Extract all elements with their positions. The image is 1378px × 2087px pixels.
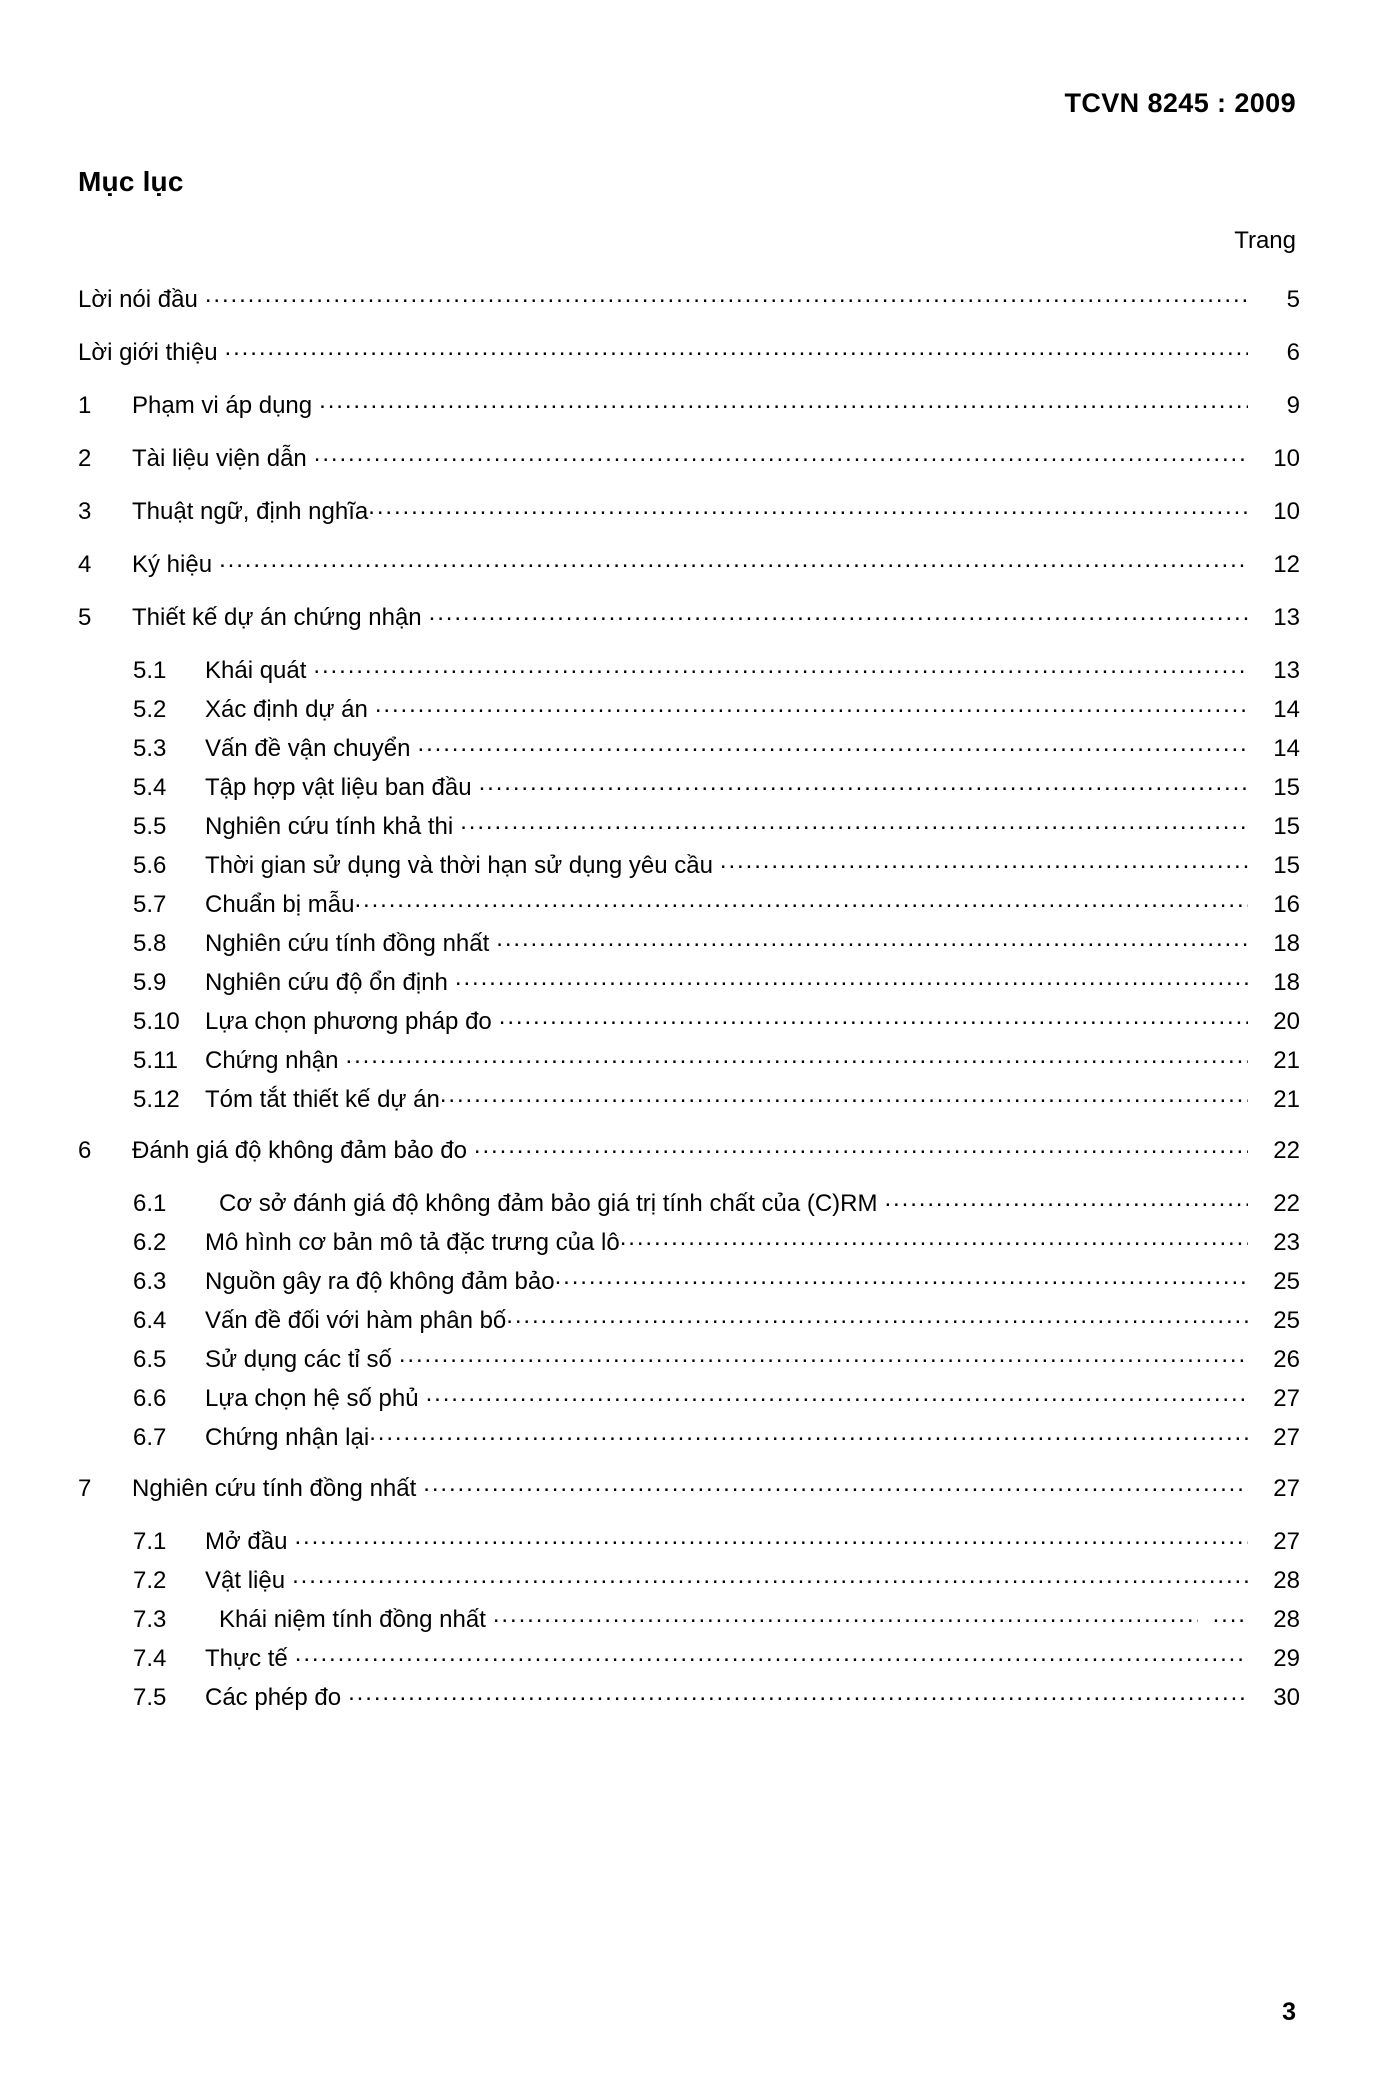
toc-entry-number: 6: [78, 1137, 92, 1164]
toc-entry-label: Vật liệu: [205, 1567, 286, 1594]
toc-dot-leader: [620, 1226, 1248, 1250]
toc-entry-number: 5.2: [133, 696, 167, 723]
toc-entry-page-number: 14: [1273, 735, 1300, 762]
toc-entry[interactable]: [78, 1681, 1300, 1710]
toc-entry-number: 6.5: [133, 1346, 167, 1373]
toc-dot-leader: [423, 1472, 1248, 1496]
toc-entry[interactable]: [78, 771, 1300, 800]
toc-entry-page-number: 18: [1273, 969, 1300, 996]
toc-dot-leader: [555, 1265, 1248, 1289]
toc-entry[interactable]: [78, 732, 1300, 761]
toc-entry-label: Lựa chọn phương pháp đo: [205, 1008, 492, 1035]
toc-entry-page-number: 21: [1273, 1047, 1300, 1074]
toc-entry-number: 5.7: [133, 891, 167, 918]
toc-entry[interactable]: [78, 283, 1300, 312]
toc-entry-label: Ký hiệu: [132, 551, 213, 578]
toc-entry-number: 7.2: [133, 1567, 167, 1594]
toc-entry[interactable]: [78, 1343, 1300, 1372]
toc-entry-number: 5.1: [133, 657, 167, 684]
toc-entry-label: Cơ sở đánh giá độ không đảm bảo giá trị tính chất của (C)RM: [219, 1190, 878, 1217]
toc-entry-label: Lựa chọn hệ số phủ: [205, 1385, 419, 1412]
toc-entry-page-number: 30: [1273, 1684, 1300, 1711]
toc-entry-page-number: 10: [1273, 445, 1300, 472]
toc-entry[interactable]: [78, 927, 1300, 956]
toc-entry-label: Phạm vi áp dụng: [132, 392, 313, 419]
toc-entry[interactable]: [78, 1304, 1300, 1333]
toc-dot-leader: [354, 888, 1248, 912]
toc-entry-label: Thiết kế dự án chứng nhận: [132, 604, 422, 631]
toc-dot-leader: [205, 283, 1248, 307]
toc-entry-page-number: 16: [1273, 891, 1300, 918]
toc-entry[interactable]: [78, 1421, 1300, 1450]
toc-dot-leader: [292, 1564, 1248, 1588]
toc-entry-page-number: 25: [1273, 1307, 1300, 1334]
toc-entry-number: 5.4: [133, 774, 167, 801]
table-of-contents: [78, 283, 1300, 1720]
toc-entry-label: Nghiên cứu tính khả thi: [205, 813, 454, 840]
toc-dot-leader: [294, 1525, 1248, 1549]
toc-entry-page-number: 21: [1273, 1086, 1300, 1113]
toc-dot-leader: [369, 1421, 1248, 1445]
toc-entry-number: 6.6: [133, 1385, 167, 1412]
toc-entry-number: 6.3: [133, 1268, 167, 1295]
toc-dot-leader: [720, 849, 1248, 873]
toc-entry-number: 6.7: [133, 1424, 167, 1451]
toc-dot-leader: [499, 1005, 1248, 1029]
toc-entry-page-number: 18: [1273, 930, 1300, 957]
toc-entry-number: 7.3: [133, 1606, 167, 1633]
toc-entry[interactable]: [78, 849, 1300, 878]
toc-dot-leader: [314, 442, 1248, 466]
toc-entry-label: Thời gian sử dụng và thời hạn sử dụng yêu cầu: [205, 852, 713, 879]
page-column-caption: Trang: [1234, 227, 1296, 254]
toc-entry-label: Mô hình cơ bản mô tả đặc trưng của lô: [205, 1229, 620, 1256]
toc-entry-label: Tài liệu viện dẫn: [132, 445, 307, 472]
toc-entry-number: 7.1: [133, 1528, 167, 1555]
toc-entry[interactable]: [78, 389, 1300, 418]
toc-entry[interactable]: [78, 1525, 1300, 1554]
toc-entry[interactable]: [78, 693, 1300, 722]
toc-entry-number: 5.8: [133, 930, 167, 957]
toc-entry-label: Xác định dự án: [205, 696, 368, 723]
toc-entry-label: Nguồn gây ra độ không đảm bảo: [205, 1268, 555, 1295]
toc-entry-page-number: 12: [1273, 551, 1300, 578]
toc-dot-leader: [474, 1134, 1248, 1158]
toc-dot-leader: [418, 732, 1249, 756]
toc-entry-number: 5.5: [133, 813, 167, 840]
toc-entry-number: 7.5: [133, 1684, 167, 1711]
toc-entry-page-number: 28: [1273, 1567, 1300, 1594]
toc-entry-page-number: 10: [1273, 498, 1300, 525]
toc-entry[interactable]: [78, 1642, 1300, 1671]
toc-entry-page-number: 27: [1273, 1385, 1300, 1412]
toc-entry-number: 4: [78, 551, 92, 578]
toc-entry-number: 5.3: [133, 735, 167, 762]
page-title: Mục lục: [78, 166, 184, 197]
toc-entry[interactable]: [78, 442, 1300, 471]
toc-entry-number: 6.1: [133, 1190, 167, 1217]
toc-entry-page-number: 22: [1273, 1137, 1300, 1164]
toc-entry[interactable]: [78, 966, 1300, 995]
toc-entry-label: Sử dụng các tỉ số: [205, 1346, 392, 1373]
toc-entry-number: 7: [78, 1475, 92, 1502]
toc-dot-leader: [884, 1187, 1248, 1211]
toc-dot-leader: [368, 495, 1248, 519]
toc-dot-leader: [219, 548, 1248, 572]
toc-entry-page-number: 27: [1273, 1424, 1300, 1451]
toc-entry-number: 5.9: [133, 969, 167, 996]
toc-dot-leader: [496, 927, 1248, 951]
page-number-folio: 3: [1282, 1998, 1296, 2026]
toc-dot-leader: [493, 1603, 1248, 1627]
toc-dot-leader: [346, 1044, 1249, 1068]
toc-dot-leader: [455, 966, 1248, 990]
toc-entry-number: 7.4: [133, 1645, 167, 1672]
toc-entry[interactable]: [78, 495, 1300, 524]
toc-entry-page-number: 25: [1273, 1268, 1300, 1295]
toc-dot-leader: [440, 1083, 1248, 1107]
toc-entry[interactable]: [78, 1083, 1300, 1112]
toc-entry-number: 5.12: [133, 1086, 180, 1113]
toc-dot-leader: [506, 1304, 1248, 1328]
toc-entry-number: 5.10: [133, 1008, 180, 1035]
toc-dot-leader: [319, 389, 1248, 413]
toc-entry-label: Khái quát: [205, 657, 307, 684]
toc-entry-number: 5: [78, 604, 92, 631]
toc-entry[interactable]: [78, 548, 1300, 577]
toc-entry-number: 6.2: [133, 1229, 167, 1256]
toc-entry-label: Đánh giá độ không đảm bảo đo: [132, 1137, 467, 1164]
toc-entry-page-number: 26: [1273, 1346, 1300, 1373]
toc-entry-page-number: 23: [1273, 1229, 1300, 1256]
toc-entry-page-number: 27: [1273, 1528, 1300, 1555]
toc-entry-number: 1: [78, 392, 92, 419]
toc-entry-number: 5.6: [133, 852, 167, 879]
toc-entry[interactable]: [78, 601, 1300, 630]
toc-entry[interactable]: [78, 1226, 1300, 1255]
toc-entry[interactable]: [78, 1134, 1300, 1163]
toc-entry-page-number: 14: [1273, 696, 1300, 723]
toc-dot-leader: [295, 1642, 1248, 1666]
toc-entry-page-number: 28: [1273, 1606, 1300, 1633]
toc-entry-page-number: 13: [1273, 657, 1300, 684]
toc-entry-label: Thuật ngữ, định nghĩa: [132, 498, 369, 525]
toc-entry[interactable]: [78, 336, 1300, 365]
toc-entry-label: Lời giới thiệu: [78, 339, 218, 366]
toc-entry-page-number: 13: [1273, 604, 1300, 631]
toc-entry-label: Tập hợp vật liệu ban đầu: [205, 774, 472, 801]
toc-entry-number: 3: [78, 498, 92, 525]
toc-entry-label: Lời nói đầu: [78, 286, 198, 313]
toc-entry-page-number: 6: [1286, 339, 1300, 366]
toc-entry-number: 2: [78, 445, 92, 472]
toc-dot-leader: [348, 1681, 1248, 1705]
toc-entry-number: 6.4: [133, 1307, 167, 1334]
toc-dot-leader: [225, 336, 1248, 360]
toc-entry[interactable]: [78, 1472, 1300, 1501]
toc-entry[interactable]: [78, 810, 1300, 839]
toc-entry[interactable]: [78, 1265, 1300, 1294]
toc-entry-label: Thực tế: [205, 1645, 288, 1672]
toc-entry[interactable]: [78, 1187, 1300, 1216]
toc-entry-page-number: 20: [1273, 1008, 1300, 1035]
toc-entry[interactable]: [78, 1382, 1300, 1411]
toc-entry-label: Nghiên cứu tính đồng nhất: [132, 1475, 417, 1502]
toc-entry-label: Mở đầu: [205, 1528, 288, 1555]
toc-entry-number: 5.11: [133, 1047, 178, 1074]
toc-entry-page-number: 15: [1273, 852, 1300, 879]
toc-entry-label: Nghiên cứu độ ổn định: [205, 969, 448, 996]
toc-dot-leader: [399, 1343, 1248, 1367]
toc-entry-page-number: 29: [1273, 1645, 1300, 1672]
toc-entry-page-number: 22: [1273, 1190, 1300, 1217]
toc-entry[interactable]: [78, 654, 1300, 683]
toc-entry-label: Vấn đề đối với hàm phân bố: [205, 1307, 507, 1334]
toc-entry-page-number: 15: [1273, 774, 1300, 801]
toc-entry[interactable]: [78, 888, 1300, 917]
toc-dot-leader: [479, 771, 1248, 795]
toc-entry-page-number: 9: [1286, 392, 1300, 419]
toc-entry-label: Vấn đề vận chuyển: [205, 735, 411, 762]
toc-dot-leader: [429, 601, 1248, 625]
toc-entry-page-number: 15: [1273, 813, 1300, 840]
document-header-standard-number: TCVN 8245 : 2009: [1064, 88, 1296, 118]
toc-entry[interactable]: [78, 1603, 1300, 1632]
toc-entry-label: Tóm tắt thiết kế dự án: [205, 1086, 440, 1113]
toc-dot-leader: [426, 1382, 1248, 1406]
toc-entry-label: Khái niệm tính đồng nhất: [219, 1606, 486, 1633]
toc-entry-label: Chứng nhận lại: [205, 1424, 370, 1451]
toc-entry[interactable]: [78, 1044, 1300, 1073]
toc-entry[interactable]: [78, 1005, 1300, 1034]
toc-entry[interactable]: [78, 1564, 1300, 1593]
toc-entry-label: Nghiên cứu tính đồng nhất: [205, 930, 490, 957]
toc-entry-label: Các phép đo: [205, 1684, 342, 1711]
toc-dot-leader: [313, 654, 1248, 678]
toc-entry-page-number: 5: [1286, 286, 1300, 313]
toc-entry-label: Chuẩn bị mẫu: [205, 891, 355, 918]
toc-dot-leader: [460, 810, 1248, 834]
toc-dot-leader: [375, 693, 1248, 717]
toc-entry-label: Chứng nhận: [205, 1047, 339, 1074]
toc-entry-page-number: 27: [1273, 1475, 1300, 1502]
